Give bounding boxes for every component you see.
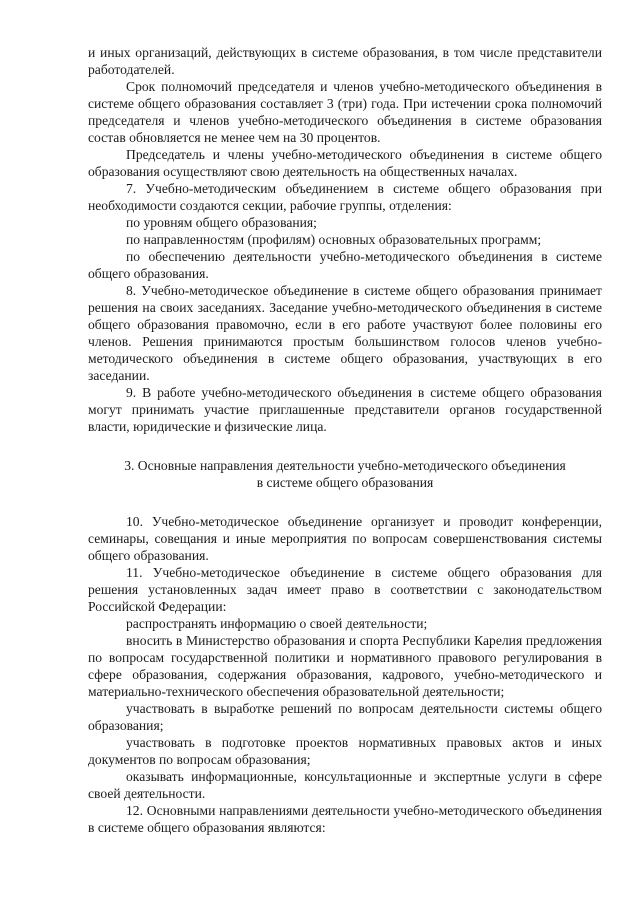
paragraphs-bottom bbox=[88, 513, 602, 836]
paragraphs-top bbox=[88, 44, 602, 435]
paragraph: распространять информацию о своей деятельности; bbox=[126, 616, 428, 631]
paragraph: Председатель и члены учебно-методического объединения в системе общего образования осуществляют свою деятельность на общественных началах. bbox=[88, 147, 602, 179]
section-heading bbox=[88, 457, 602, 491]
document-body bbox=[88, 44, 602, 836]
paragraph: участвовать в подготовке проектов нормативных правовых актов и иных документов по вопросам образования; bbox=[88, 735, 602, 767]
paragraph: и иных организаций, действующих в системе образования, в том числе представители работодателей. bbox=[88, 45, 602, 77]
paragraph: 7. Учебно-методическим объединением в системе общего образования при необходимости создаются секции, рабочие группы, отделения: bbox=[88, 181, 602, 213]
paragraph: участвовать в выработке решений по вопросам деятельности системы общего образования; bbox=[88, 701, 602, 733]
paragraph: 9. В работе учебно-методического объединения в системе общего образования могут принимать участие приглашенные представители органов государственной власти, юридические и физические лица. bbox=[88, 385, 602, 434]
paragraph: 12. Основными направлениями деятельности учебно-методического объединения в системе общего образования являются: bbox=[88, 803, 602, 835]
paragraph: 8. Учебно-методическое объединение в системе общего образования принимает решения на своих заседаниях. Заседание учебно-методического объединения в системе общего образования правомочно, если в его работе участвуют более половины его членов. Решения принимаются простым большинством голосов членов учебно-методического объединения в системе общего образования, участвующих в его заседании. bbox=[88, 283, 602, 383]
paragraph: Срок полномочий председателя и членов учебно-методического объединения в системе общего образования составляет 3 (три) года. При истечении срока полномочий председателя и членов учебно-методического объединения в системе образования состав обновляется не менее чем на 30 процентов. bbox=[88, 79, 602, 145]
paragraph: по уровням общего образования; bbox=[126, 215, 317, 230]
paragraph: 10. Учебно-методическое объединение организует и проводит конференции, семинары, совещания и иные мероприятия по вопросам совершенствования системы общего образования. bbox=[88, 514, 602, 563]
paragraph: вносить в Министерство образования и спорта Республики Карелия предложения по вопросам государственной политики и нормативного правового регулирования в сфере образования, содержания образования, кадрового, учебно-методического и материально-технического обеспечения образовательной деятельности; bbox=[88, 633, 602, 699]
paragraph: по направленностям (профилям) основных образовательных программ; bbox=[126, 232, 542, 247]
paragraph: по обеспечению деятельности учебно-методического объединения в системе общего образования. bbox=[88, 249, 602, 281]
section-heading-line-2: в системе общего образования bbox=[256, 475, 434, 490]
paragraph: оказывать информационные, консультационные и экспертные услуги в сфере своей деятельности. bbox=[88, 769, 602, 801]
section-heading-line-1: 3. Основные направления деятельности учебно-методического объединения bbox=[124, 458, 566, 473]
paragraph: 11. Учебно-методическое объединение в системе общего образования для решения установленных задач имеет право в соответствии с законодательством Российской Федерации: bbox=[88, 565, 602, 614]
